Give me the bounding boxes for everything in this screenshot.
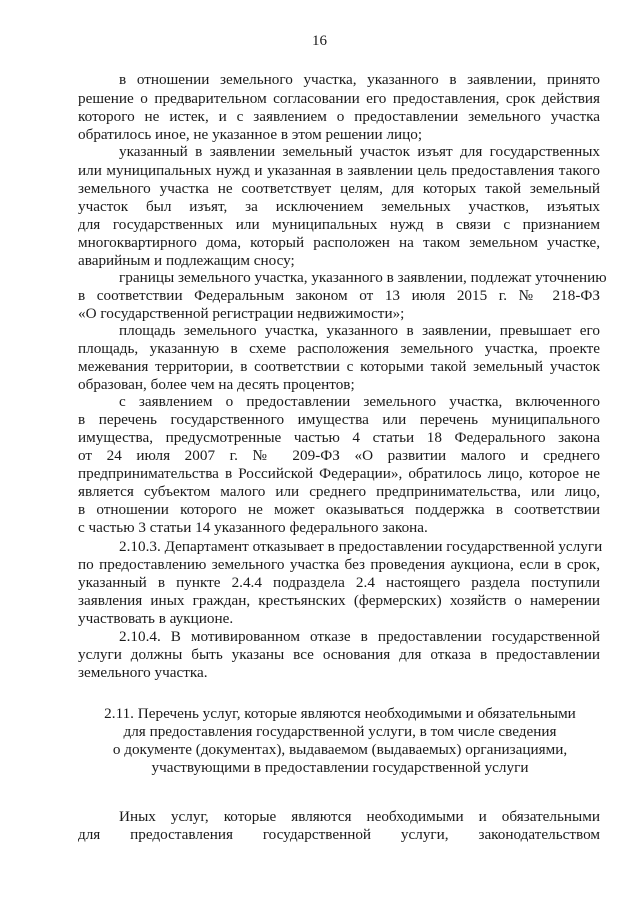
section-heading-line: о документе (документах), выдаваемом (выдаваемых) организациями, <box>112 741 568 758</box>
body-line: с частью 3 статьи 14 указанного федерального закона. <box>78 519 428 536</box>
body-line: является субъектом малого или среднего предпринимательства, или лицо, <box>78 483 600 500</box>
section-heading-line: участвующими в предоставлении государственной услуги <box>151 759 529 776</box>
body-line: аварийным и подлежащим сносу; <box>78 252 295 269</box>
section-heading-line: 2.11. Перечень услуг, которые являются необходимыми и обязательными <box>104 705 576 722</box>
body-line: «О государственной регистрации недвижимости»; <box>78 305 405 322</box>
body-line: участвовать в аукционе. <box>78 610 234 627</box>
body-line: в соответствии Федеральным законом от 13 июля 2015 г. № 218-ФЗ <box>78 287 600 304</box>
body-line: для предоставления государственной услуги, законодательством <box>78 826 600 843</box>
body-line: решение о предварительном согласовании его предоставления, срок действия <box>78 90 600 107</box>
body-line: в перечень государственного имущества или перечень муниципального <box>78 411 600 428</box>
body-line: указанный в заявлении земельный участок изъят для государственных <box>119 143 600 160</box>
body-line: указанный в пункте 2.4.4 подраздела 2.4 настоящего раздела поступили <box>78 574 600 591</box>
body-line: границы земельного участка, указанного в заявлении, подлежат уточнению <box>119 269 607 286</box>
body-line: в отношении земельного участка, указанного в заявлении, принято <box>119 71 600 88</box>
body-line: от 24 июля 2007 г. № 209-ФЗ «О развитии малого и среднего <box>78 447 600 464</box>
body-line: заявления иных граждан, крестьянских (фермерских) хозяйств о намерении <box>78 592 600 609</box>
body-line: которого не истек, и с заявлением о предоставлении земельного участка <box>78 108 600 125</box>
body-line: межевания территории, в соответствии с которыми такой земельный участок <box>78 358 600 375</box>
body-line: земельного участка. <box>78 664 208 681</box>
body-line: многоквартирного дома, который расположен на таком земельном участке, <box>78 234 600 251</box>
body-line: для государственных или муниципальных нужд в связи с признанием <box>78 216 600 233</box>
body-line: с заявлением о предоставлении земельного участка, включенного <box>119 393 600 410</box>
body-line: услуги должны быть указаны все основания для отказа в предоставлении <box>78 646 600 663</box>
body-line: по предоставлению земельного участка без проведения аукциона, если в срок, <box>78 556 600 573</box>
body-line: образован, более чем на десять процентов; <box>78 376 355 393</box>
section-heading-line: для предоставления государственной услуги, в том числе сведения <box>123 723 557 740</box>
body-line: земельного участка не соответствует целям, для которых такой земельный <box>78 180 600 197</box>
body-line: площадь земельного участка, указанного в заявлении, превышает его <box>119 322 600 339</box>
body-line: участок был изъят, за исключением земельных участков, изъятых <box>78 198 600 215</box>
body-line: площадь, указанную в схеме расположения земельного участка, проекте <box>78 340 600 357</box>
body-line: 2.10.3. Департамент отказывает в предоставлении государственной услуги <box>119 538 603 555</box>
body-line: предпринимательства в Российской Федерации», обратилось лицо, которое не <box>78 465 600 482</box>
page-number: 16 <box>312 33 327 49</box>
body-line: обратилось иное, не указанное в этом решении лицо; <box>78 126 423 143</box>
body-line: 2.10.4. В мотивированном отказе в предоставлении государственной <box>119 628 600 645</box>
body-line: в отношении которого не может оказываться поддержка в соответствии <box>78 501 600 518</box>
body-line: Иных услуг, которые являются необходимыми и обязательными <box>119 808 600 825</box>
body-line: или муниципальных нужд и указанная в заявлении цель предоставления такого <box>78 162 600 179</box>
body-line: имущества, предусмотренные частью 4 статьи 18 Федерального закона <box>78 429 600 446</box>
